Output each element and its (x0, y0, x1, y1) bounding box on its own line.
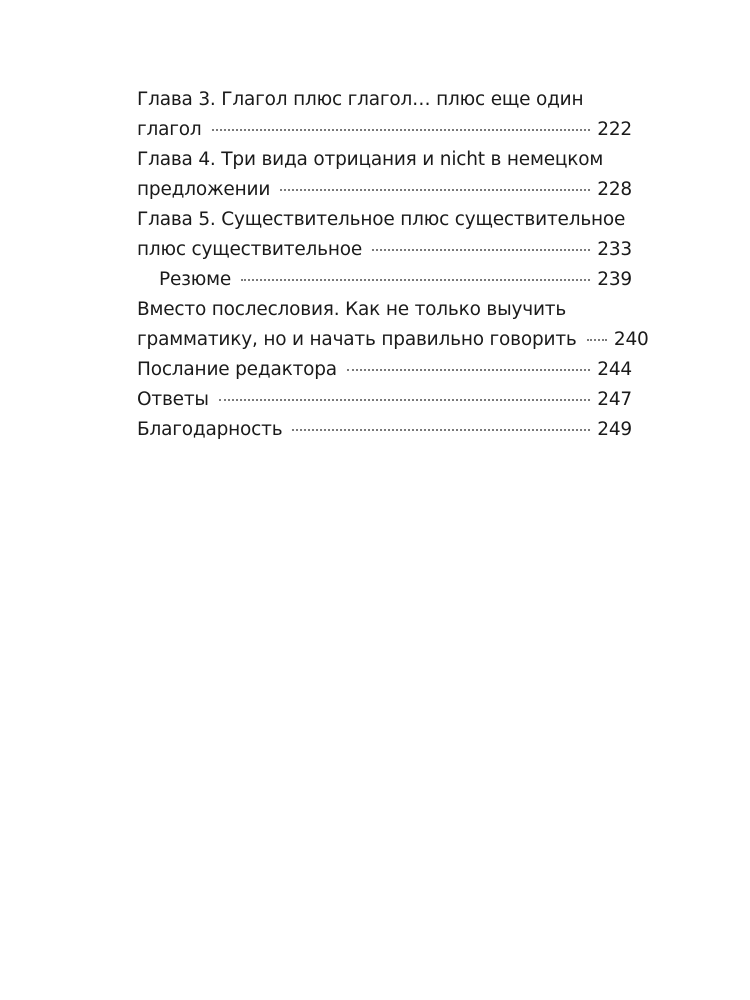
dot-leader (219, 399, 590, 401)
toc-page-number: 249 (597, 419, 632, 440)
toc-entry-chapter-5 (137, 205, 632, 265)
toc-entry-title-continued: глагол (137, 119, 202, 140)
toc-entry-title: Послание редактора (137, 359, 337, 380)
toc-line (137, 115, 632, 145)
dot-leader (292, 429, 590, 431)
toc-page-number: 222 (597, 119, 632, 140)
toc-entry-acknowledgements (137, 415, 632, 445)
table-of-contents (137, 85, 649, 445)
toc-entry-summary (137, 265, 632, 295)
toc-line (137, 205, 632, 235)
toc-page-number: 233 (597, 239, 632, 260)
toc-page-number: 239 (597, 269, 632, 290)
toc-page-number: 247 (597, 389, 632, 410)
toc-entry-title-continued: предложении (137, 179, 271, 200)
toc-line (137, 265, 632, 295)
toc-line (137, 85, 632, 115)
dot-leader (347, 369, 590, 371)
toc-entry-title: Глава 3. Глагол плюс глагол… плюс еще один (137, 89, 584, 110)
toc-entry-editor-message (137, 355, 632, 385)
toc-entry-title: Глава 4. Три вида отрицания и nicht в немецком (137, 149, 604, 170)
toc-entry-chapter-3 (137, 85, 632, 145)
toc-entry-title: Резюме (159, 269, 232, 290)
dot-leader (587, 339, 607, 341)
dot-leader (212, 129, 590, 131)
toc-line (137, 415, 632, 445)
toc-line (137, 235, 632, 265)
toc-line (137, 175, 632, 205)
toc-entry-afterword (137, 295, 649, 355)
toc-line (137, 385, 632, 415)
toc-entry-title: Благодарность (137, 419, 283, 440)
toc-entry-chapter-4 (137, 145, 632, 205)
toc-line (137, 355, 632, 385)
toc-entry-title: Ответы (137, 389, 209, 410)
toc-line (137, 295, 632, 325)
toc-page-number: 244 (597, 359, 632, 380)
toc-line (137, 325, 649, 355)
toc-entry-title-continued: грамматику, но и начать правильно говорить (137, 329, 577, 350)
toc-page-number: 240 (613, 329, 649, 350)
dot-leader (241, 279, 590, 281)
dot-leader (372, 249, 590, 251)
toc-entry-title: Глава 5. Существительное плюс существительное (137, 209, 626, 230)
toc-page-number: 228 (597, 179, 632, 200)
toc-entry-title-continued: плюс существительное (137, 239, 363, 260)
dot-leader (280, 189, 590, 191)
toc-line (137, 145, 632, 175)
toc-entry-answers (137, 385, 632, 415)
toc-entry-title: Вместо послесловия. Как не только выучить (137, 299, 567, 320)
